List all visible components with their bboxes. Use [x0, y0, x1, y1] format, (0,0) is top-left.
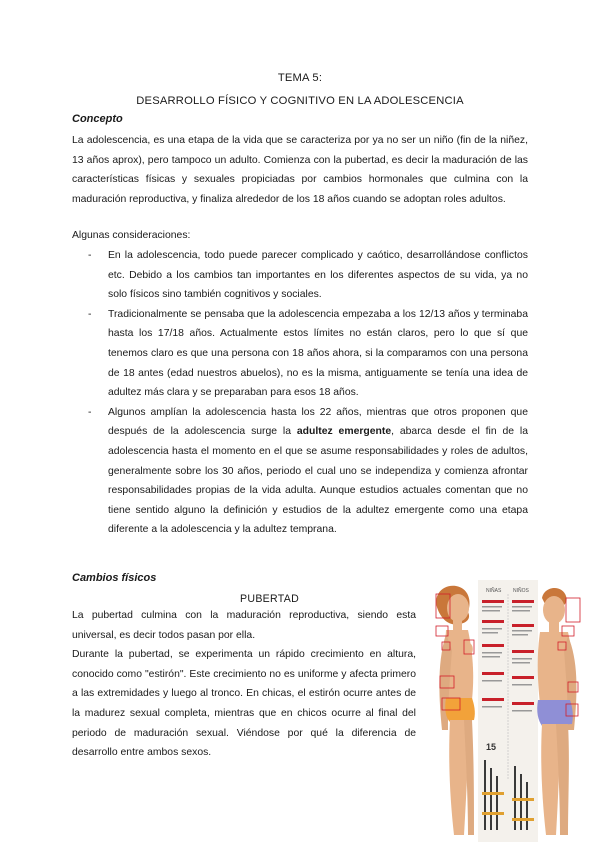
pubertad-text	[72, 606, 416, 763]
consideraciones-list	[88, 246, 528, 540]
boy-figure	[537, 588, 576, 835]
column-label-girls: NIÑAS	[486, 588, 502, 594]
bold-term: adultez emergente	[296, 426, 392, 438]
list-item: - En la adolescencia, todo puede parecer complicado y caótico, desarrollándose conflictos etc. Debido a los cambios tan importantes en los diferentes aspectos de su vida, ya no solo físicos sino también cognitivos y sociales.	[88, 246, 528, 305]
section-heading-cambios: Cambios físicos	[72, 572, 157, 584]
document-title-line1: TEMA 5:	[277, 72, 323, 84]
puberty-infographic	[428, 580, 584, 842]
column-label-boys: NIÑOS	[513, 588, 529, 594]
pubertad-subheading: PUBERTAD	[240, 593, 300, 605]
list-item: - Tradicionalmente se pensaba que la adolescencia empezaba a los 12/13 años y terminaba hasta los 17/18 años. Actualmente estos límites no están claros, pero lo que sí que tenemos claro es que una persona con 18 años ahora, si la comparamos con una persona de 18 antes (edad nuestros abuelos), no es la misma, antiguamente se tenía una idea de adultez más clara y se preparaban para esos 18 años.	[88, 305, 528, 403]
puberty-illustration	[428, 580, 584, 842]
pubertad-paragraph-2: Durante la pubertad, se experimenta un rápido crecimiento en altura, conocido como "estirón". Este crecimiento no es uniforme y afecta primero a las extremidades y luego al tronco. En chicas, el estirón ocurre antes de la madurez sexual completa, mientras que en chicos ocurre al final del periodo de maduración sexual. Viéndose por qué la diferencia de desarrollo entre ambos sexos.	[72, 649, 416, 759]
list-item: - Algunos amplían la adolescencia hasta los 22 años, mientras que otros proponen que después de la adolescencia surge la adultez emergente, abarca desde el fin de la adolescencia hasta el momento en el que se asume responsabilidades y roles de adultos, generalmente sobre los 30 años, periodo el cual uno se independiza y comienza afrontar responsabilidades propias de la vida adulta. Aunque estudios actuales comentan que no tiene sentido alguno la definición y estudios de la adultez emergente como una etapa diferente a la adolescencia y la adultez temprana.	[88, 403, 528, 540]
pubertad-paragraph-1: La pubertad culmina con la maduración reproductiva, siendo esta universal, es decir todos pasan por ella.	[72, 610, 416, 641]
section-heading-concepto: Concepto	[72, 113, 123, 125]
age-number: 15	[486, 742, 497, 752]
consideraciones-label: Algunas consideraciones:	[72, 230, 191, 241]
document-title-line2: DESARROLLO FÍSICO Y COGNITIVO EN LA ADOLESCENCIA	[136, 95, 464, 107]
concepto-paragraph: La adolescencia, es una etapa de la vida que se caracteriza por ya no ser un niño (fin de la niñez, 13 años aprox), pero tampoco un adulto. Comienza con la pubertad, es decir la maduración de las características físicas y sexuales propiciadas por cambios hormonales que culmina con la maduración reproductiva, y finaliza alrededor de los 18 años cuando se adoptan roles adultos.	[72, 135, 528, 205]
